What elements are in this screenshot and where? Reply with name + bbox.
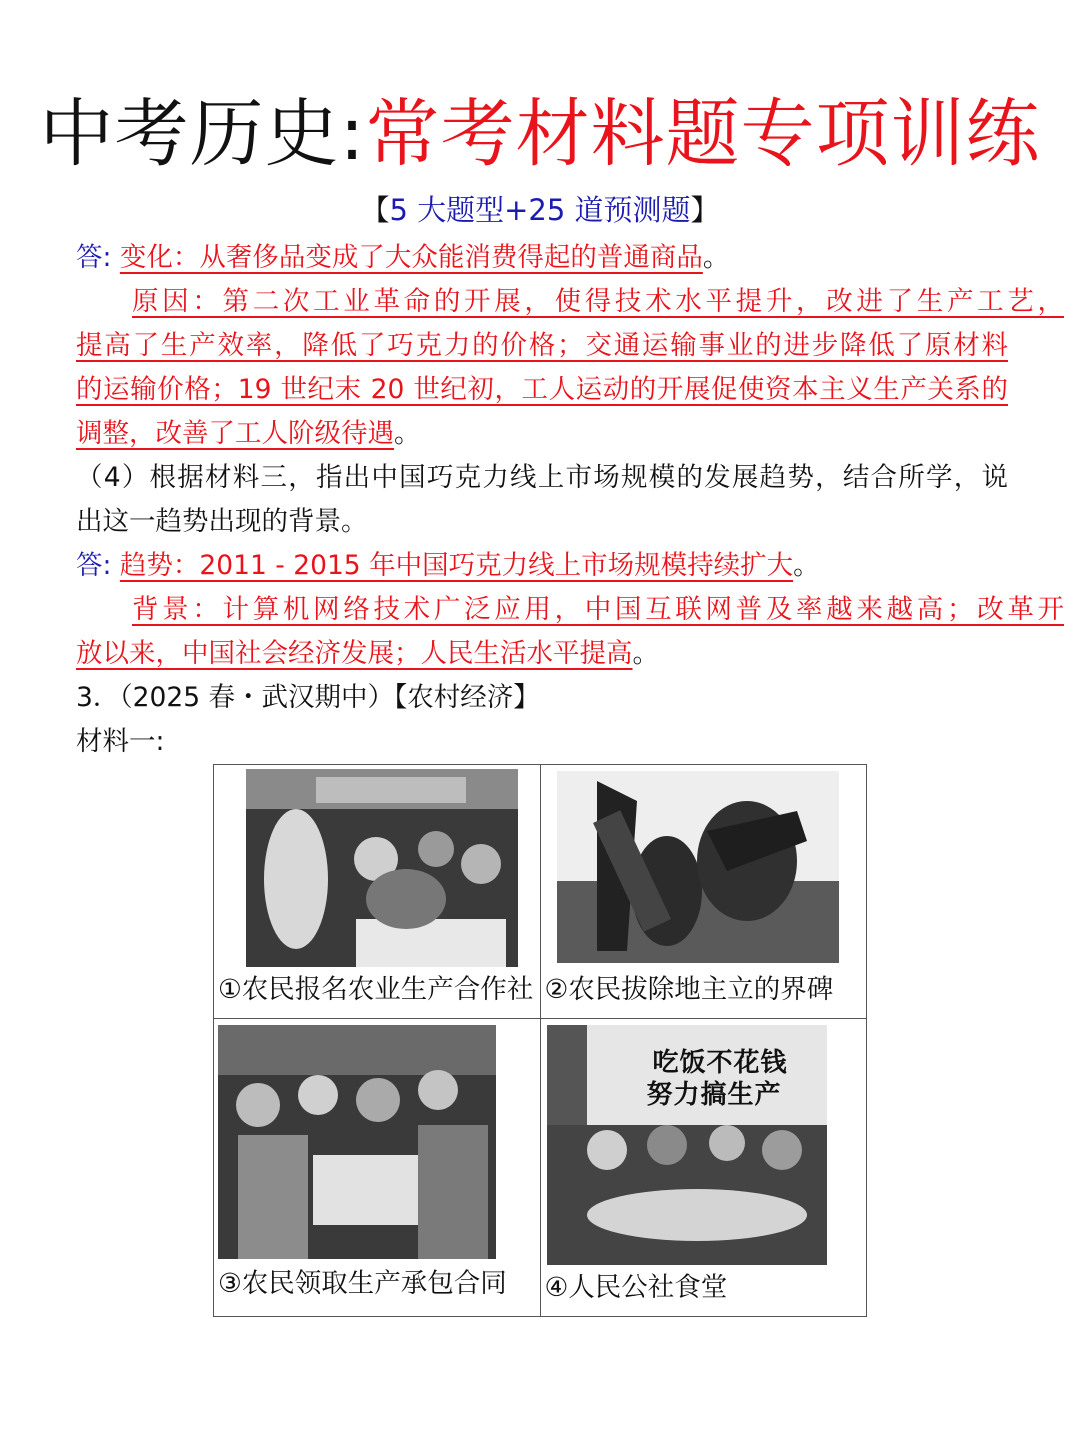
answer-reason-line-2: 提高了生产效率，降低了巧克力的价格；交通运输事业的进步降低了原材料 [76,330,1008,361]
answer-trend: 趋势：2011 - 2015 年中国巧克力线上市场规模持续扩大 [119,550,794,581]
photo-cell-4 [540,1019,867,1317]
photo-1 [246,769,518,967]
question-4-line-2: 出这一趋势出现的背景。 [76,506,368,537]
photo-caption-4: ④人民公社食堂 [544,1272,728,1303]
answer-trend-line: 答: 趋势：2011 - 2015 年中国巧克力线上市场规模持续扩大。 [76,550,820,581]
answer-reason-line-4: 调整，改善了工人阶级待遇。 [76,418,421,449]
photo-grid [213,764,867,1317]
answer-reason-line-1: 原因：第二次工业革命的开展，使得技术水平提升，改进了生产工艺， [132,286,1064,317]
photo-4 [547,1025,827,1265]
answer-change-line: 答: 变化：从奢侈品变成了大众能消费得起的普通商品。 [76,242,730,273]
slogan-line-2: 努力搞生产 [646,1080,782,1110]
photo-cell-2 [540,765,867,1019]
photo-2 [557,771,839,963]
slogan-line-1: 吃饭不花钱 [652,1048,788,1078]
page-subtitle: 【5 大题型+25 道预测题】 [360,193,720,227]
answer-background-line-1: 背景：计算机网络技术广泛应用，中国互联网普及率越来越高；改革开 [132,594,1064,625]
photo-cell-3 [214,1019,541,1317]
answer-change: 变化：从奢侈品变成了大众能消费得起的普通商品 [119,242,703,273]
answer-background-line-2: 放以来，中国社会经济发展；人民生活水平提高。 [76,638,659,669]
answer-reason-line-3: 的运输价格；19 世纪末 20 世纪初，工人运动的开展促使资本主义生产关系的 [76,374,1008,405]
title-red: 常考材料题专项训练 [365,91,1041,177]
photo-caption-2: ②农民拔除地主立的界碑 [544,974,834,1005]
title-black: 中考历史: [39,91,366,177]
photo-3 [218,1025,496,1259]
answer-label: 答: [76,550,112,581]
subtitle-text: 5 大题型+25 道预测题 [389,193,691,227]
answer-label: 答: [76,242,112,273]
question-4-line-1: （4）根据材料三，指出中国巧克力线上市场规模的发展趋势，结合所学，说 [76,462,1008,493]
photo-caption-3: ③农民领取生产承包合同 [218,1268,507,1299]
page-title [0,86,1080,182]
material-label: 材料一: [76,726,165,757]
photo-caption-1: ①农民报名农业生产合作社 [218,974,534,1005]
photo-cell-1 [214,765,541,1019]
question-3-heading: 3．（2025 春・武汉期中）【农村经济】 [76,682,540,713]
